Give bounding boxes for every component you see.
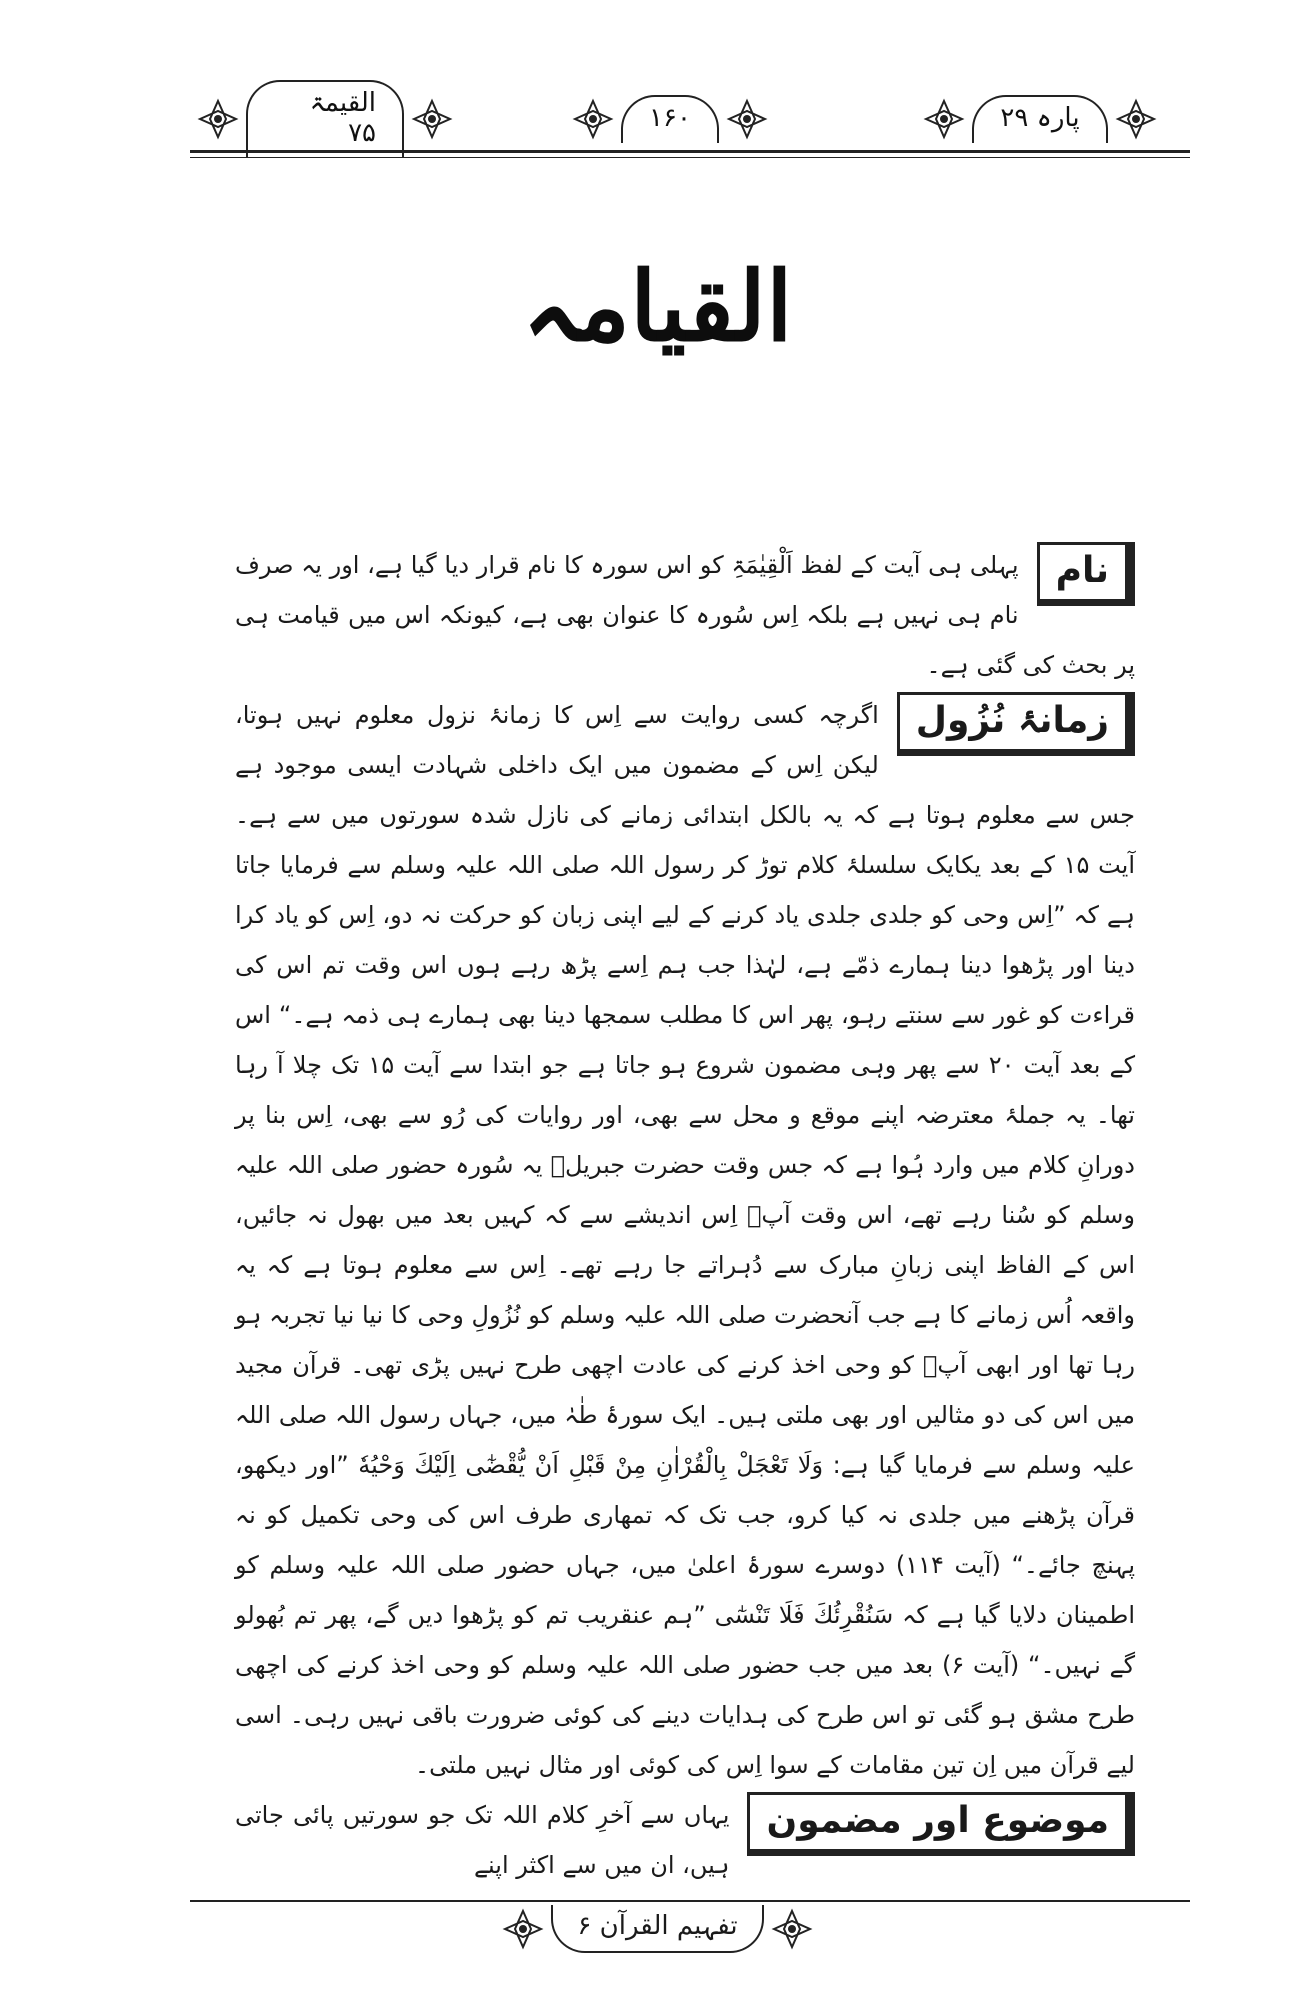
section-text: یہاں سے آخرِ کلام اللہ تک جو سورتیں پائی جاتی ہیں، ان میں سے اکثر اپنے <box>235 1801 730 1879</box>
section-text: اگرچہ کسی روایت سے اِس کا زمانۂ نزول معلوم نہیں ہوتا، لیکن اِس کے مضمون میں ایک داخلی شہادت ایسی موجود ہے جس سے معلوم ہوتا ہے کہ یہ بالکل ابتدائی زمانے کی نازل شدہ سورتوں میں سے ہے۔ آیت ۱۵ کے بعد یکایک سلسلۂ کلام توڑ کر رسول اللہ صلی اللہ علیہ وسلم سے فرمایا جاتا ہے کہ ”اِس وحی کو جلدی جلدی یاد کرنے کے لیے اپنی زبان کو حرکت نہ دو، اِس کو یاد کرا دینا اور پڑھوا دینا ہمارے ذمّے ہے، لہٰذا جب ہم اِسے پڑھ رہے ہوں اس وقت تم اس کی قراءت کو غور سے سنتے رہو، پھر اس کا مطلب سمجھا دینا بھی ہمارے ہی ذمہ ہے۔“ اس کے بعد آیت ۲۰ سے پھر وہی مضمون شروع ہو جاتا ہے جو ابتدا سے آیت ۱۵ تک چلا آ رہا تھا۔ یہ جملۂ معترضہ اپنے موقع و محل سے بھی، اور روایات کی رُو سے بھی، اِس بنا پر دورانِ کلام میں وارد ہُوا ہے کہ جس وقت حضرت جبریلؑ یہ سُورہ حضور صلی اللہ علیہ وسلم کو سُنا رہے تھے، اس وقت آپؐ اِس اندیشے سے کہ کہیں بعد میں بھول نہ جائیں، اس کے الفاظ اپنی زبانِ مبارک سے دُہراتے جا رہے تھے۔ اِس سے معلوم ہوتا ہے کہ یہ واقعہ اُس زمانے کا ہے جب آنحضرت صلی اللہ علیہ وسلم کو نُزُولِ وحی کا نیا نیا تجربہ ہو رہا تھا اور ابھی آپؐ کو وحی اخذ کرنے کی عادت اچھی طرح نہیں پڑی تھی۔ قرآن مجید میں اس کی دو مثالیں اور بھی ملتی ہیں۔ ایک سورۂ طٰہٰ میں، جہاں رسول اللہ صلی اللہ علیہ وسلم سے فرمایا گیا ہے: وَلَا تَعْجَلْ بِالْقُرْاٰنِ مِنْ قَبْلِ اَنْ يُّقْضٰٓى اِلَيْكَ وَحْيُهٗ ”اور دیکھو، قرآن پڑھنے میں جلدی نہ کیا کرو، جب تک کہ تمھاری طرف اس کی وحی تکمیل کو نہ پہنچ جائے۔“ (آیت ۱۱۴) دوسرے سورۂ اعلیٰ میں، جہاں حضور صلی اللہ علیہ وسلم کو اطمینان دلایا گیا ہے کہ سَنُقْرِئُكَ فَلَا تَنْسٰٓى ”ہم عنقریب تم کو پڑھوا دیں گے، پھر تم بُھولو گے نہیں۔“ (آیت ۶) بعد میں جب حضور صلی اللہ علیہ وسلم کو وحی اخذ کرنے کی اچھی طرح مشق ہو گئی تو اس طرح کی ہدایات دینے کی کوئی ضرورت باقی نہیں رہی۔ اسی لیے قرآن میں اِن تین مقامات کے سوا اِس کی کوئی اور مثال نہیں ملتی۔ <box>235 701 1136 1779</box>
header-rule <box>190 150 1190 153</box>
floral-ornament-icon <box>196 97 240 141</box>
footer-book-title: تفہیم القرآن ۶ <box>551 1905 763 1953</box>
footer-rule <box>190 1900 1190 1902</box>
header-surah-label: القیمۃ ۷۵ <box>246 80 404 158</box>
section-text: پہلی ہی آیت کے لفظ اَلْقِیٰمَۃِ کو اس سورہ کا نام قرار دیا گیا ہے، اور یہ صرف نام ہی نہیں ہے بلکہ اِس سُورہ کا عنوان بھی ہے، کیونکہ اس میں قیامت ہی پر بحث کی گئی ہے۔ <box>235 551 1135 679</box>
header-juz-cartouche <box>900 88 1180 150</box>
header-page-number-cartouche <box>560 88 780 150</box>
floral-ornament-icon <box>1114 97 1158 141</box>
floral-ornament-icon <box>922 97 966 141</box>
floral-ornament-icon <box>571 97 615 141</box>
header-juz-label: پارہ ۲۹ <box>972 95 1107 143</box>
section-heading: موضوع اور مضمون <box>747 1792 1135 1856</box>
section-period-of-revelation <box>235 690 1135 1790</box>
floral-ornament-icon <box>410 97 454 141</box>
header-surah-cartouche <box>190 88 460 150</box>
section-heading: نام <box>1037 542 1135 606</box>
footer-cartouche <box>0 1905 1315 1953</box>
header-page-number: ۱۶۰ <box>621 95 719 143</box>
section-subject <box>235 1790 1135 1890</box>
section-heading: زمانۂ نُزُول <box>897 692 1135 756</box>
header-rule-thin <box>190 157 1190 158</box>
floral-ornament-icon <box>770 1907 814 1951</box>
floral-ornament-icon <box>725 97 769 141</box>
section-name <box>235 540 1135 690</box>
surah-title: القیامہ <box>522 250 793 363</box>
floral-ornament-icon <box>501 1907 545 1951</box>
